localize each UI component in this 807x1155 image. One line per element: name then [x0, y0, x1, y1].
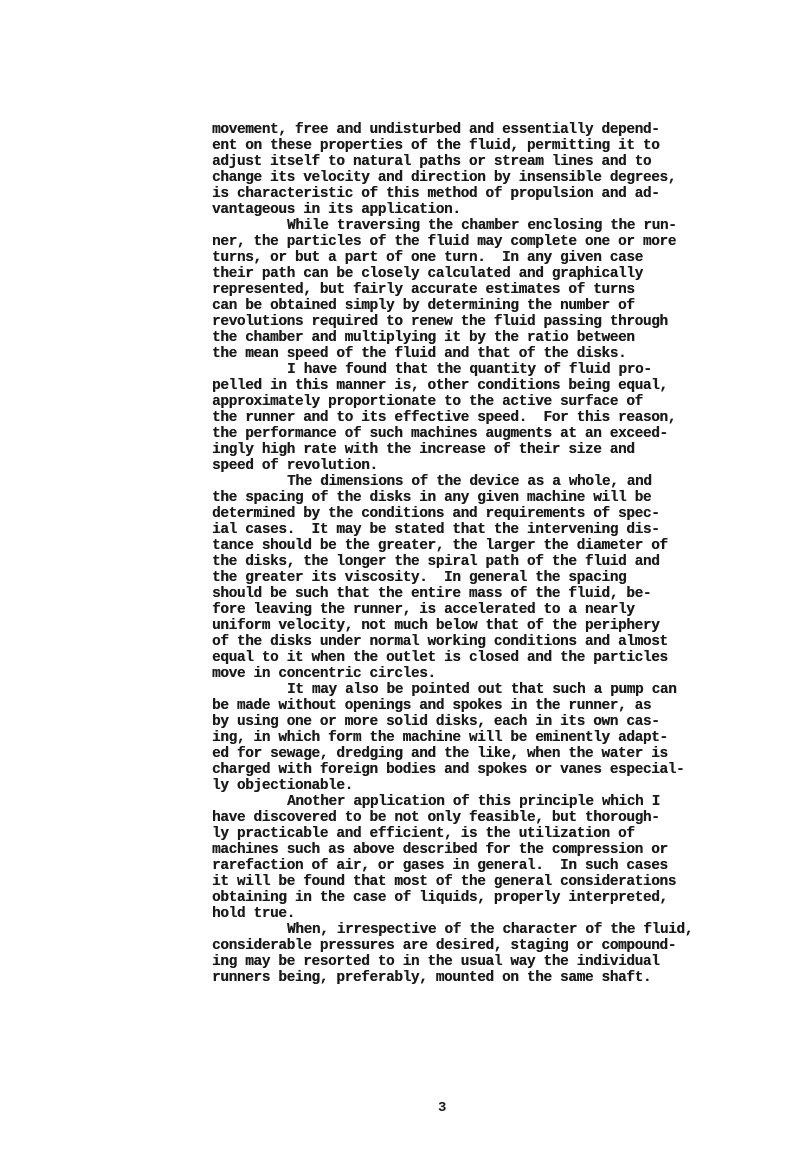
paragraph — [212, 218, 772, 362]
text-line: represented, but fairly accurate estimates of turns — [212, 282, 635, 298]
text-line: can be obtained simply by determining the number of — [212, 298, 635, 314]
text-line: approximately proportionate to the active surface of — [212, 394, 643, 410]
text-line: pelled in this manner is, other conditions being equal, — [212, 378, 668, 394]
text-line: the chamber and multiplying it by the ratio between — [212, 330, 635, 346]
typescript-body — [212, 122, 772, 986]
text-line: ingly high rate with the increase of their size and — [212, 442, 635, 458]
text-line: uniform velocity, not much below that of the periphery — [212, 618, 660, 634]
text-line: tance should be the greater, the larger the diameter of — [212, 538, 668, 554]
text-line: charged with foreign bodies and spokes or vanes especial- — [212, 762, 685, 778]
text-line: ial cases. It may be stated that the intervening dis- — [212, 522, 660, 538]
text-line: determined by the conditions and requirements of spec- — [212, 506, 660, 522]
text-line: ing, in which form the machine will be eminently adapt- — [212, 730, 668, 746]
text-line: fore leaving the runner, is accelerated to a nearly — [212, 602, 635, 618]
text-line: movement, free and undisturbed and essentially depend- — [212, 122, 660, 138]
text-line: ing may be resorted to in the usual way the individual — [212, 954, 660, 970]
paragraph — [212, 122, 772, 218]
text-line: considerable pressures are desired, staging or compound- — [212, 938, 677, 954]
text-line: their path can be closely calculated and graphically — [212, 266, 643, 282]
text-line: by using one or more solid disks, each in its own cas- — [212, 714, 660, 730]
text-line: runners being, preferably, mounted on the same shaft. — [212, 970, 652, 986]
text-line: change its velocity and direction by insensible degrees, — [212, 170, 677, 186]
text-line: equal to it when the outlet is closed and the particles — [212, 650, 668, 666]
text-line: the runner and to its effective speed. For this reason, — [212, 410, 677, 426]
text-line: the disks, the longer the spiral path of the fluid and — [212, 554, 660, 570]
text-line: the spacing of the disks in any given machine will be — [212, 490, 652, 506]
paragraph — [212, 682, 772, 794]
text-line: revolutions required to renew the fluid passing through — [212, 314, 668, 330]
text-line: It may also be pointed out that such a pump can — [287, 682, 677, 698]
text-line: the greater its viscosity. In general the spacing — [212, 570, 627, 586]
text-line: it will be found that most of the general considerations — [212, 874, 677, 890]
text-line: ed for sewage, dredging and the like, when the water is — [212, 746, 668, 762]
text-line: rarefaction of air, or gases in general. In such cases — [212, 858, 668, 874]
page-number: 3 — [438, 1100, 447, 1116]
text-line: The dimensions of the device as a whole, and — [287, 474, 652, 490]
text-line: ly practicable and efficient, is the utilization of — [212, 826, 635, 842]
text-line: machines such as above described for the compression or — [212, 842, 668, 858]
text-line: speed of revolution. — [212, 458, 378, 474]
text-line: have discovered to be not only feasible, but thorough- — [212, 810, 660, 826]
text-line: adjust itself to natural paths or stream lines and to — [212, 154, 652, 170]
paragraph — [212, 474, 772, 682]
text-line: the mean speed of the fluid and that of the disks. — [212, 346, 627, 362]
text-line: ent on these properties of the fluid, permitting it to — [212, 138, 660, 154]
text-line: should be such that the entire mass of the fluid, be- — [212, 586, 652, 602]
text-line: be made without openings and spokes in the runner, as — [212, 698, 652, 714]
text-line: Another application of this principle which I — [287, 794, 660, 810]
text-line: I have found that the quantity of fluid pro- — [287, 362, 652, 378]
text-line: While traversing the chamber enclosing the run- — [287, 218, 677, 234]
text-line: vantageous in its application. — [212, 202, 461, 218]
text-line: of the disks under normal working conditions and almost — [212, 634, 668, 650]
text-line: When, irrespective of the character of the fluid, — [287, 922, 694, 938]
text-line: the performance of such machines augments at an exceed- — [212, 426, 668, 442]
text-line: turns, or but a part of one turn. In any given case — [212, 250, 643, 266]
text-line: hold true. — [212, 906, 295, 922]
text-line: move in concentric circles. — [212, 666, 436, 682]
paragraph — [212, 794, 772, 922]
text-line: is characteristic of this method of propulsion and ad- — [212, 186, 660, 202]
text-line: obtaining in the case of liquids, properly interpreted, — [212, 890, 668, 906]
paragraph — [212, 922, 772, 986]
paragraph — [212, 362, 772, 474]
text-line: ly objectionable. — [212, 778, 353, 794]
text-line: ner, the particles of the fluid may complete one or more — [212, 234, 677, 250]
